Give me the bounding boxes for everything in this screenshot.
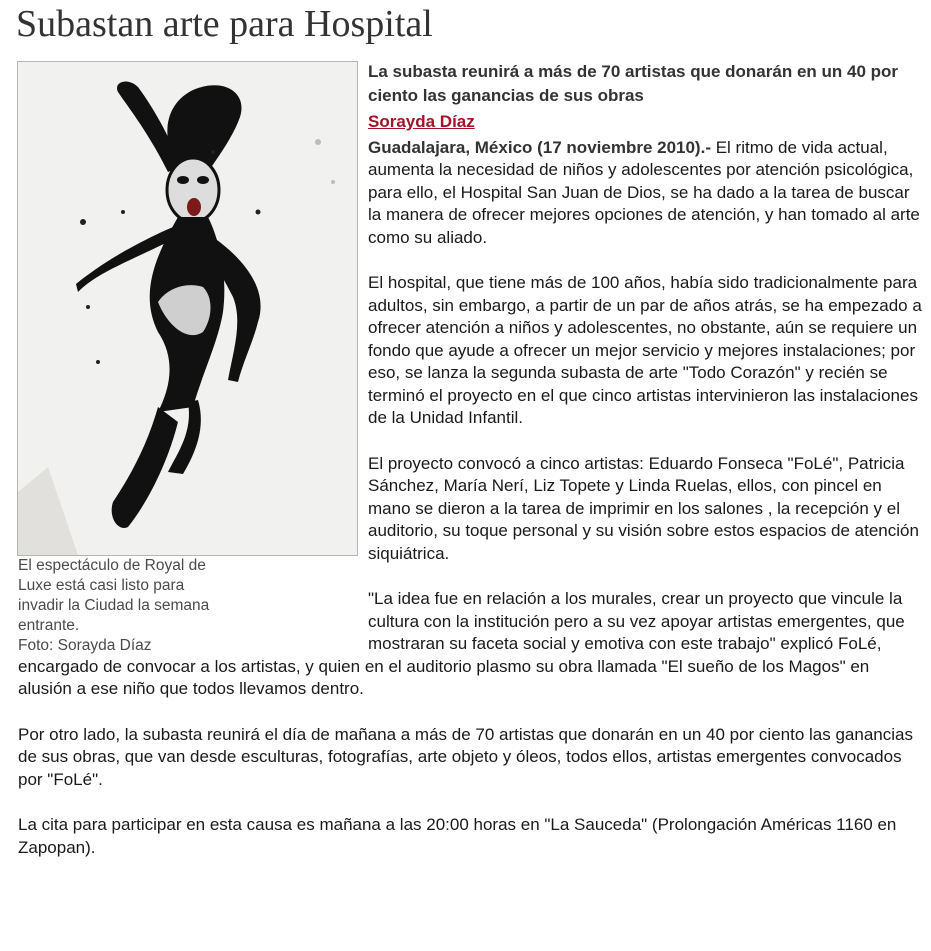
paragraph-2: El hospital, que tiene más de 100 años, había sido tradicionalmente para adultos, sin embargo, a partir de un par de años atrás, se ha empezado a ofrecer atención a niños y adolescentes, no obstante, aún se requiere un fondo que ayude a ofrecer un mejor servicio y mejores instalaciones; por eso, se lanza la segunda subasta de arte "Todo Corazón" y recién se terminó el proyecto en el que cinco artistas intervinieron las instalaciones de la Unidad Infantil. <box>368 273 922 427</box>
author-link[interactable]: Sorayda Díaz <box>368 112 475 131</box>
article-subtitle: La subasta reunirá a más de 70 artistas que donarán en un 40 por ciento las ganancias de sus obras <box>368 62 899 105</box>
caption-line: invadir la Ciudad la semana <box>18 597 210 614</box>
paragraph-3: El proyecto convocó a cinco artistas: Eduardo Fonseca "FoLé", Patricia Sánchez, María Nerí, Liz Topete y Linda Ruelas, ellos, con pincel en mano se dieron a la tarea de imprimir en los salones , la recepción y el auditorio, su toque personal y su visión sobre estos espacios de atención siquiátrica. <box>368 453 919 563</box>
paragraph-5: Por otro lado, la subasta reunirá el día de mañana a más de 70 artistas que donarán en un 40 por ciento las ganancias de sus obras, que van desde esculturas, fotografías, arte objeto y óleos, todos ellos, artistas emergentes convocados por "FoLé". <box>18 724 913 789</box>
article-title: Subastan arte para Hospital <box>16 3 433 45</box>
caption-line: El espectáculo de Royal de <box>18 557 206 574</box>
paragraph-6: La cita para participar en esta causa es mañana a las 20:00 horas en "La Sauceda" (Prolongación Américas 1160 en Zapopan). <box>18 815 897 857</box>
caption-line: Luxe está casi listo para <box>18 577 185 594</box>
caption-line: entrante. <box>18 617 80 634</box>
article-body <box>18 60 924 882</box>
photo-float-spacer <box>18 60 368 638</box>
dateline: Guadalajara, México (17 noviembre 2010).- <box>368 137 711 157</box>
photo-credit: Foto: Sorayda Díaz <box>18 637 152 654</box>
paragraph-text: El ritmo de vida actual, aumenta la necesidad de niños y adolescentes por atención psicológica, para ello, el Hospital San Juan de Dios, se ha dado a la tarea de buscar la manera de ofrecer mejores opciones de atención, y han tomado al arte como su aliado. <box>368 137 920 247</box>
paragraph-4: "La idea fue en relación a los murales, crear un proyecto que vincule la cultura con la institución pero a su vez apoyar artistas emergentes, que mostraran su faceta social y emotiva con este trabajo" explicó FoLé, encargado de convocar a los artistas, y quien en el auditorio plasmo su obra llamada "El sueño de los Magos" en alusión a ese niño que todos llevamos dentro. <box>18 589 905 698</box>
